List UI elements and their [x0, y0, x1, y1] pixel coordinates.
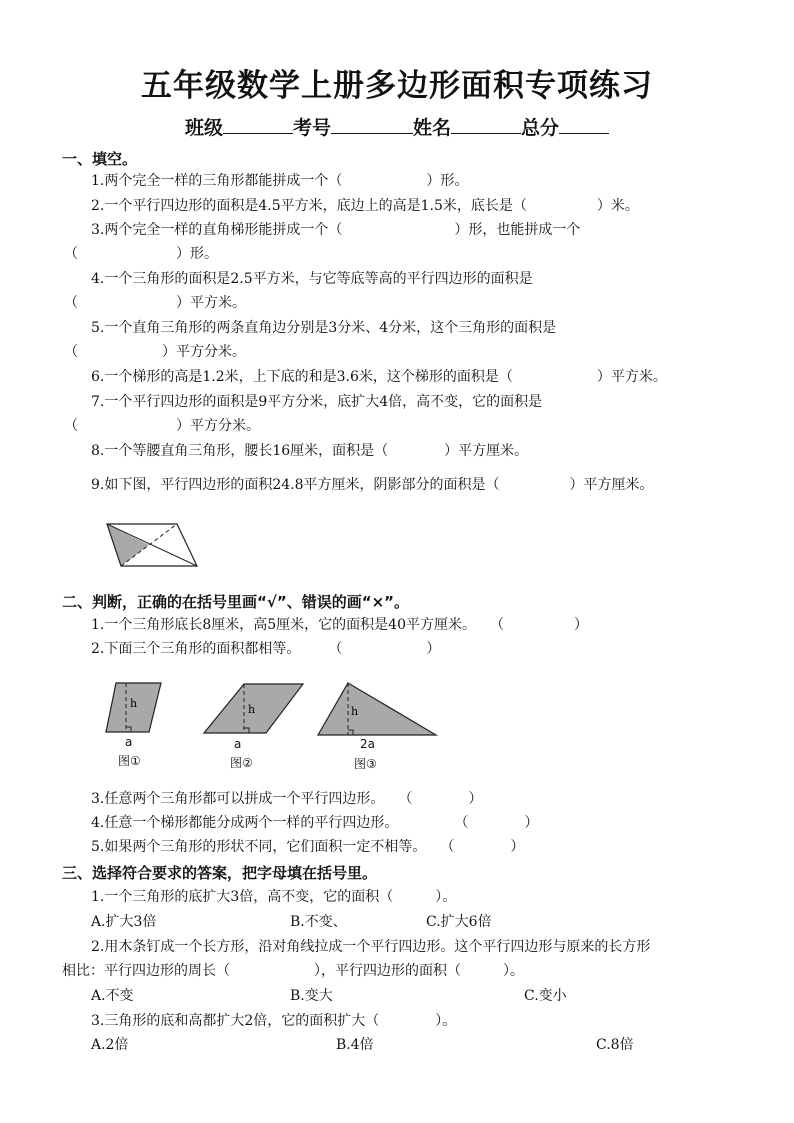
s1-question-2: 2.一个平行四边形的面积是4.5平方米，底边上的高是1.5米，底长是（ ）米。 — [91, 198, 639, 214]
s3-question-1: 1.一个三角形的底扩大3倍，高不变，它的面积（ ）。 — [91, 889, 457, 905]
s2-question-1: 1.一个三角形底长8厘米，高5厘米，它的面积是40平方厘米。 （ ） — [91, 617, 588, 633]
s3-q1-option-b: B.不变、 — [290, 914, 347, 930]
fig1-caption: 图① — [118, 754, 141, 768]
fig1-h-label: h — [130, 697, 138, 710]
fig3-h-label: h — [351, 705, 359, 718]
student-info-line — [0, 113, 794, 140]
fig3-base-label: 2a — [360, 737, 375, 751]
s2-question-5: 5.如果两个三角形的形状不同，它们面积一定不相等。 （ ） — [91, 839, 525, 855]
name-label: 姓名 — [413, 117, 452, 139]
page-title: 五年级数学上册多边形面积专项练习 — [141, 68, 653, 104]
section3-heading: 三、选择符合要求的答案，把字母填在括号里。 — [62, 864, 378, 882]
s3-q3-option-c: C.8倍 — [596, 1037, 634, 1053]
fig2-h-label: h — [248, 703, 256, 716]
s3-question-2-line1: 2.用木条钉成一个长方形，沿对角线拉成一个平行四边形。这个平行四边形与原来的长方形 — [91, 939, 651, 955]
figure-2-parallelogram — [202, 681, 306, 737]
q9-parallelogram-figure — [104, 521, 200, 569]
s1-question-4-line2: （ ）平方米。 — [64, 295, 246, 311]
figure-3-triangle — [316, 680, 440, 738]
s3-question-2-line2: 相比：平行四边形的周长（ ），平行四边形的面积（ ）。 — [62, 963, 524, 979]
s1-question-3-line1: 3.两个完全一样的直角梯形能拼成一个（ ）形，也能拼成一个 — [91, 222, 581, 238]
figure-1-parallelogram — [104, 680, 164, 736]
s3-q1-option-c: C.扩大6倍 — [426, 914, 492, 930]
q9-shaded-triangle — [107, 524, 149, 566]
fig2-caption: 图② — [230, 756, 253, 770]
s1-question-5-line1: 5.一个直角三角形的两条直角边分别是3分米、4分米，这个三角形的面积是 — [91, 320, 557, 336]
fig3-caption: 图③ — [354, 757, 377, 771]
section1-heading: 一、填空。 — [62, 150, 138, 168]
s1-question-5-line2: （ ）平方分米。 — [64, 344, 246, 360]
s1-question-3-line2: （ ）形。 — [64, 246, 218, 262]
s1-question-4-line1: 4.一个三角形的面积是2.5平方米，与它等底等高的平行四边形的面积是 — [91, 271, 533, 287]
score-label: 总分 — [521, 117, 560, 139]
s3-q2-option-c: C.变小 — [524, 988, 567, 1004]
score-blank[interactable] — [559, 116, 609, 134]
s1-question-8: 8.一个等腰直角三角形，腰长16厘米，面积是（ ）平方厘米。 — [91, 443, 529, 459]
s1-question-7-line2: （ ）平方分米。 — [64, 418, 260, 434]
fig1-base-label: a — [125, 735, 133, 749]
class-label: 班级 — [184, 117, 223, 139]
s2-question-4: 4.任意一个梯形都能分成两个一样的平行四边形。 （ ） — [91, 815, 539, 831]
class-blank[interactable] — [223, 116, 293, 134]
s3-q3-option-a: A.2倍 — [91, 1037, 129, 1053]
fig2-base-label: a — [234, 737, 242, 751]
s1-question-1: 1.两个完全一样的三角形都能拼成一个（ ）形。 — [91, 173, 469, 189]
name-blank[interactable] — [451, 116, 521, 134]
s3-q3-option-b: B.4倍 — [336, 1037, 374, 1053]
s2-question-2: 2.下面三个三角形的面积都相等。 （ ） — [91, 641, 441, 657]
s1-question-9: 9.如下图，平行四边形的面积24.8平方厘米，阴影部分的面积是（ ）平方厘米。 — [91, 477, 654, 493]
fig3-shape — [318, 683, 436, 735]
s3-q1-option-a: A.扩大3倍 — [91, 914, 157, 930]
s1-question-6: 6.一个梯形的高是1.2米，上下底的和是3.6米，这个梯形的面积是（ ）平方米。 — [91, 369, 667, 385]
s1-question-7-line1: 7.一个平行四边形的面积是9平方分米，底扩大4倍，高不变，它的面积是 — [91, 394, 543, 410]
s2-question-3: 3.任意两个三角形都可以拼成一个平行四边形。 （ ） — [91, 791, 483, 807]
s3-q2-option-b: B.变大 — [290, 988, 333, 1004]
number-label: 考号 — [292, 117, 331, 139]
section2-heading: 二、判断，正确的在括号里画“√”、错误的画“×”。 — [62, 593, 410, 611]
s3-q2-option-a: A.不变 — [91, 988, 134, 1004]
number-blank[interactable] — [331, 116, 413, 134]
s3-question-3: 3.三角形的底和高都扩大2倍，它的面积扩大（ ）。 — [91, 1013, 457, 1029]
